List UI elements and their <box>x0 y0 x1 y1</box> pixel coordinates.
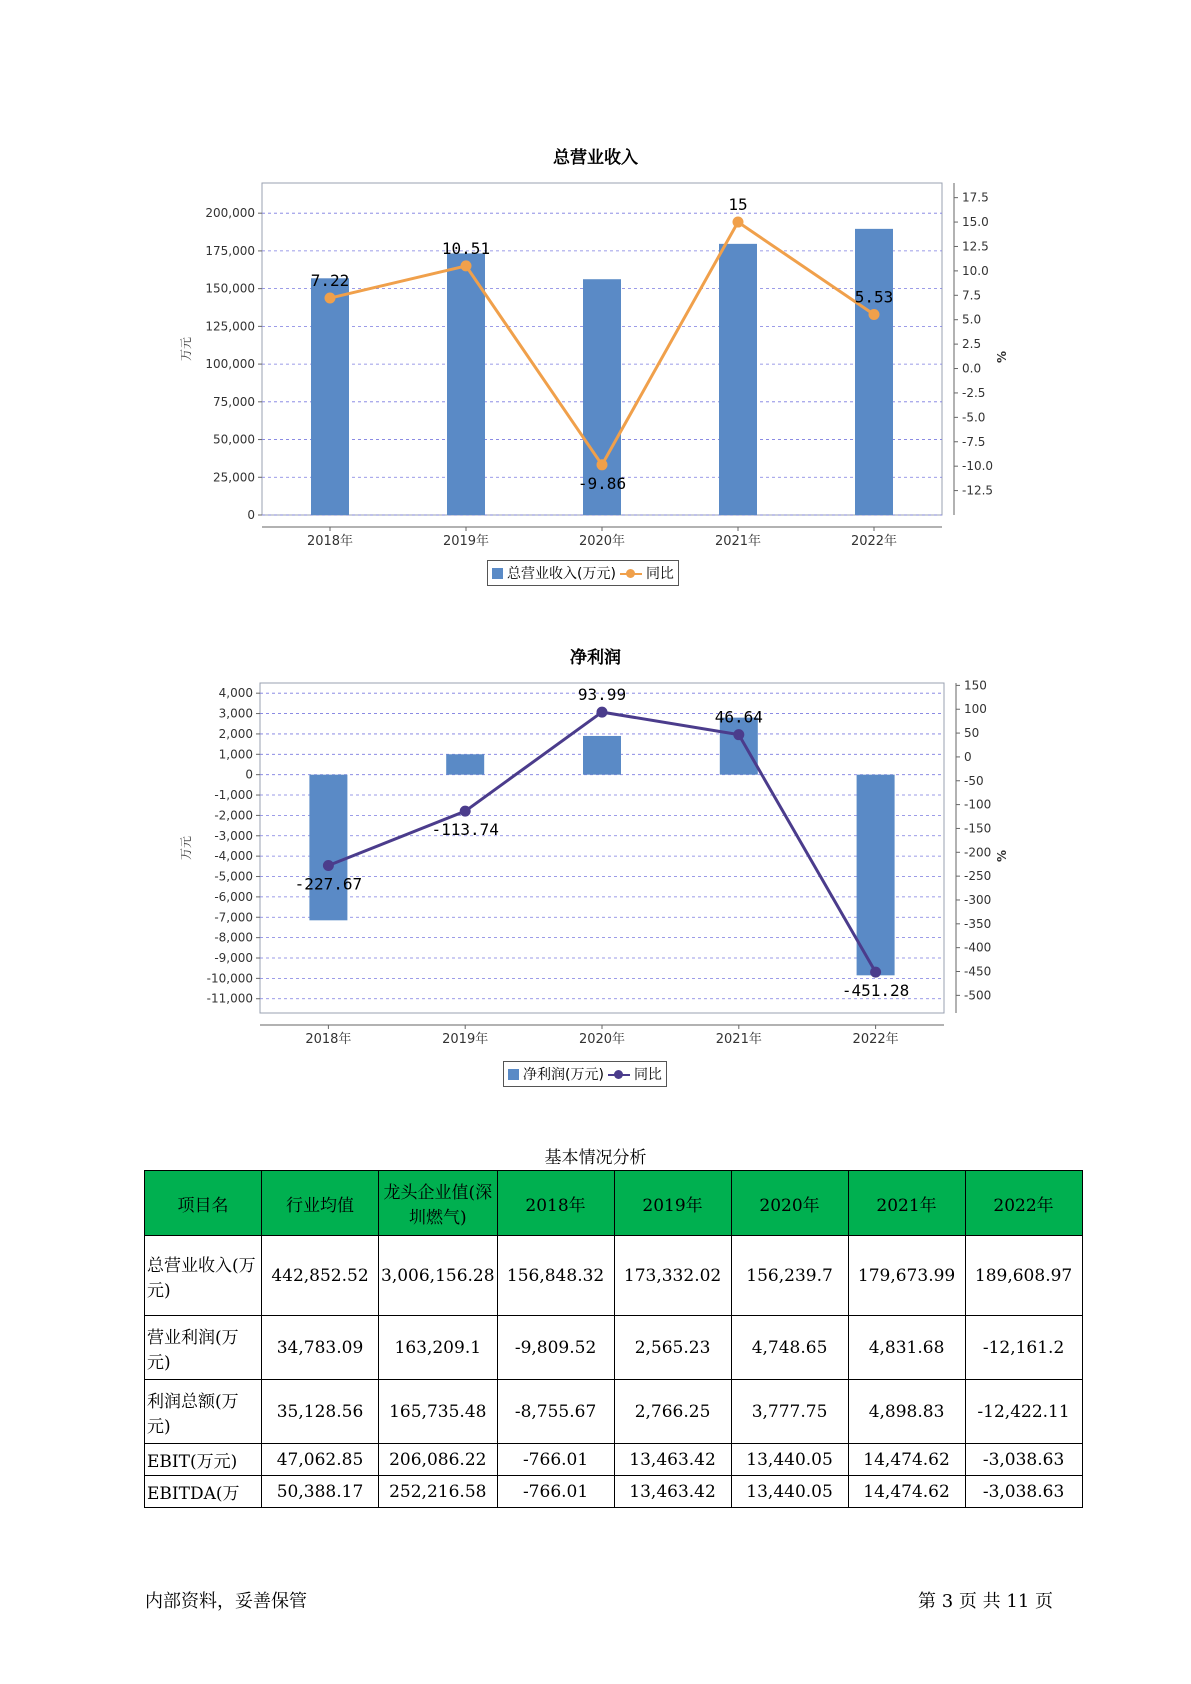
bar <box>309 775 347 921</box>
y-tick-label: 75,000 <box>213 394 255 409</box>
legend-bar-label: 净利润(万元) <box>523 1067 604 1083</box>
y-tick-label: -5,000 <box>214 869 253 884</box>
data-label: -113.74 <box>431 820 499 840</box>
y2-tick-label: -50 <box>964 773 984 788</box>
table-row <box>145 1316 1083 1380</box>
y-tick-label: 0 <box>245 767 253 782</box>
data-label: 15 <box>728 195 748 215</box>
y-tick-label: 2,000 <box>218 726 253 741</box>
y2-tick-label: -7.5 <box>962 434 986 449</box>
table-row <box>145 1236 1083 1316</box>
table-cell: 13,463.42 <box>614 1444 731 1476</box>
data-label: 93.99 <box>577 685 627 705</box>
table-cell: 13,440.05 <box>731 1476 848 1508</box>
row-label-cell: 营业利润(万元) <box>145 1316 262 1380</box>
table-cell: 13,440.05 <box>731 1444 848 1476</box>
y2-axis-label: % <box>995 350 1009 364</box>
table-cell: 14,474.62 <box>848 1444 965 1476</box>
table-header-cell: 2019年 <box>614 1171 731 1236</box>
y-tick-label: 3,000 <box>218 706 253 721</box>
y2-tick-label: -2.5 <box>962 385 986 400</box>
y2-tick-label: 0 <box>964 749 972 764</box>
y-tick-label: 4,000 <box>218 686 253 701</box>
y-tick-label: 175,000 <box>205 243 255 258</box>
table-header-cell: 2021年 <box>848 1171 965 1236</box>
y2-tick-label: 2.5 <box>962 337 982 352</box>
table-cell: -3,038.63 <box>965 1444 1082 1476</box>
table-cell: 34,783.09 <box>262 1316 379 1380</box>
table-cell: 47,062.85 <box>262 1444 379 1476</box>
y2-tick-label: 5.0 <box>962 312 982 327</box>
y-tick-label: 25,000 <box>213 470 255 485</box>
data-label: 46.64 <box>714 707 763 727</box>
yoy-point <box>870 967 881 978</box>
footer-confidential: 内部资料，妥善保管 <box>145 1591 307 1612</box>
table-cell: 156,239.7 <box>731 1236 848 1316</box>
y-axis-label: 万元 <box>179 835 193 861</box>
y-tick-label: -4,000 <box>214 849 253 864</box>
table-row <box>145 1444 1083 1476</box>
x-tick-label: 2020年 <box>578 1032 626 1047</box>
table-cell: -766.01 <box>497 1444 614 1476</box>
table-caption: 基本情况分析 <box>544 1148 647 1168</box>
y-tick-label: -3,000 <box>214 828 253 843</box>
x-tick-label: 2022年 <box>850 534 898 549</box>
table-header-cell: 2018年 <box>497 1171 614 1236</box>
y-tick-label: -9,000 <box>214 951 253 965</box>
table-cell: 252,216.58 <box>379 1476 498 1508</box>
y2-tick-label: 10.0 <box>962 263 989 278</box>
x-tick-label: 2018年 <box>305 1032 352 1047</box>
bar <box>583 736 621 775</box>
bar <box>857 775 895 976</box>
y-tick-label: 1,000 <box>218 747 253 762</box>
x-tick-label: 2021年 <box>714 534 762 549</box>
table-cell: 3,777.75 <box>731 1380 848 1444</box>
table-cell: -12,422.11 <box>965 1380 1082 1444</box>
table-header-row <box>145 1171 1083 1236</box>
yoy-point <box>597 707 608 718</box>
y2-tick-label: 7.5 <box>962 288 982 303</box>
data-label: 7.22 <box>310 271 350 291</box>
yoy-point <box>460 806 471 817</box>
y2-tick-label: -300 <box>964 892 992 907</box>
table-cell: 189,608.97 <box>965 1236 1082 1316</box>
table-cell: 4,831.68 <box>848 1316 965 1380</box>
y-tick-label: -1,000 <box>214 788 253 803</box>
y2-tick-label: -10.0 <box>962 459 994 474</box>
table-header-cell: 2020年 <box>731 1171 848 1236</box>
row-label-cell: 总营业收入(万元) <box>145 1236 262 1316</box>
legend-line-swatch <box>608 1070 630 1079</box>
y2-tick-label: -5.0 <box>962 410 986 425</box>
table-cell: 50,388.17 <box>262 1476 379 1508</box>
table-cell: -8,755.67 <box>497 1380 614 1444</box>
table-cell: 165,735.48 <box>379 1380 498 1444</box>
table-header-cell: 2022年 <box>965 1171 1082 1236</box>
y2-tick-label: -350 <box>964 916 992 931</box>
y-tick-label: -8,000 <box>214 930 253 945</box>
y2-tick-label: -500 <box>964 988 992 1003</box>
table-cell: 3,006,156.28 <box>379 1236 498 1316</box>
yoy-point <box>733 729 744 740</box>
legend-bar-label: 总营业收入(万元) <box>507 566 616 582</box>
table-cell: -9,809.52 <box>497 1316 614 1380</box>
legend-line-label: 同比 <box>633 1067 662 1083</box>
y2-tick-label: -12.5 <box>962 483 994 498</box>
chart-title-revenue: 总营业收入 <box>553 148 638 168</box>
y-tick-label: -10,000 <box>206 971 253 986</box>
y-tick-label: 125,000 <box>205 319 255 334</box>
x-tick-label: 2018年 <box>306 534 354 549</box>
y2-axis-label: % <box>995 849 1009 863</box>
y2-tick-label: 100 <box>964 702 987 717</box>
table-cell: 14,474.62 <box>848 1476 965 1508</box>
y-tick-label: -2,000 <box>214 808 253 823</box>
y-axis-label: 万元 <box>179 336 193 362</box>
table-cell: 206,086.22 <box>379 1444 498 1476</box>
table-cell: 35,128.56 <box>262 1380 379 1444</box>
table-cell: 163,209.1 <box>379 1316 498 1380</box>
basic-analysis-table <box>144 1170 1083 1508</box>
y2-tick-label: -250 <box>964 869 992 884</box>
y2-tick-label: -150 <box>964 821 992 836</box>
table-cell: 442,852.52 <box>262 1236 379 1316</box>
y-tick-label: -6,000 <box>214 889 253 904</box>
legend-bar-swatch <box>508 1069 519 1080</box>
y2-tick-label: -450 <box>964 964 992 979</box>
y-tick-label: 150,000 <box>205 281 255 296</box>
y2-tick-label: 15.0 <box>962 215 989 230</box>
x-tick-label: 2019年 <box>442 1032 489 1047</box>
y2-tick-label: -100 <box>964 797 992 812</box>
y2-tick-label: 50 <box>964 726 980 741</box>
table-cell: 173,332.02 <box>614 1236 731 1316</box>
y-tick-label: 0 <box>247 508 255 522</box>
table-cell: 13,463.42 <box>614 1476 731 1508</box>
y-tick-label: -11,000 <box>206 991 253 1006</box>
row-label-cell: EBIT(万元) <box>145 1444 262 1476</box>
row-label-cell: EBITDA(万 <box>145 1476 262 1508</box>
data-label: -9.86 <box>577 473 627 493</box>
table-cell: 2,766.25 <box>614 1380 731 1444</box>
data-label: -227.67 <box>294 874 363 894</box>
data-label: 5.53 <box>854 287 894 307</box>
y2-tick-label: 150 <box>964 678 987 693</box>
table-cell: 4,898.83 <box>848 1380 965 1444</box>
y2-tick-label: 17.5 <box>962 190 989 205</box>
table-cell: -766.01 <box>497 1476 614 1508</box>
table-cell: -3,038.63 <box>965 1476 1082 1508</box>
y2-tick-label: -200 <box>964 845 992 860</box>
table-cell: -12,161.2 <box>965 1316 1082 1380</box>
y2-tick-label: 0.0 <box>962 361 982 376</box>
legend-net-profit <box>503 1061 667 1087</box>
bar <box>446 754 484 774</box>
table-row <box>145 1476 1083 1508</box>
x-tick-label: 2019年 <box>442 534 490 549</box>
table-cell: 2,565.23 <box>614 1316 731 1380</box>
footer-page-number: 第 3 页 共 11 页 <box>918 1591 1053 1612</box>
x-tick-label: 2022年 <box>852 1032 899 1047</box>
table-header-cell: 龙头企业值(深圳燃气) <box>379 1171 498 1236</box>
data-label: 10.51 <box>441 238 491 258</box>
table-cell: 4,748.65 <box>731 1316 848 1380</box>
row-label-cell: 利润总额(万元) <box>145 1380 262 1444</box>
chart-title-net-profit: 净利润 <box>570 648 621 668</box>
table-header-cell: 行业均值 <box>262 1171 379 1236</box>
x-tick-label: 2020年 <box>578 534 626 549</box>
y-tick-label: 100,000 <box>205 357 255 372</box>
table-header-cell: 项目名 <box>145 1171 262 1236</box>
table-cell: 156,848.32 <box>497 1236 614 1316</box>
legend-line-label: 同比 <box>645 566 674 582</box>
y-tick-label: 50,000 <box>213 432 255 447</box>
x-tick-label: 2021年 <box>715 1032 762 1047</box>
data-label: -451.28 <box>841 981 910 1001</box>
y2-tick-label: -400 <box>964 940 992 955</box>
table-cell: 179,673.99 <box>848 1236 965 1316</box>
y-tick-label: -7,000 <box>214 910 253 925</box>
plot-frame <box>260 683 944 1013</box>
y2-tick-label: 12.5 <box>962 239 989 254</box>
table-row <box>145 1380 1083 1444</box>
y-tick-label: 200,000 <box>205 206 255 221</box>
yoy-point <box>323 860 334 871</box>
